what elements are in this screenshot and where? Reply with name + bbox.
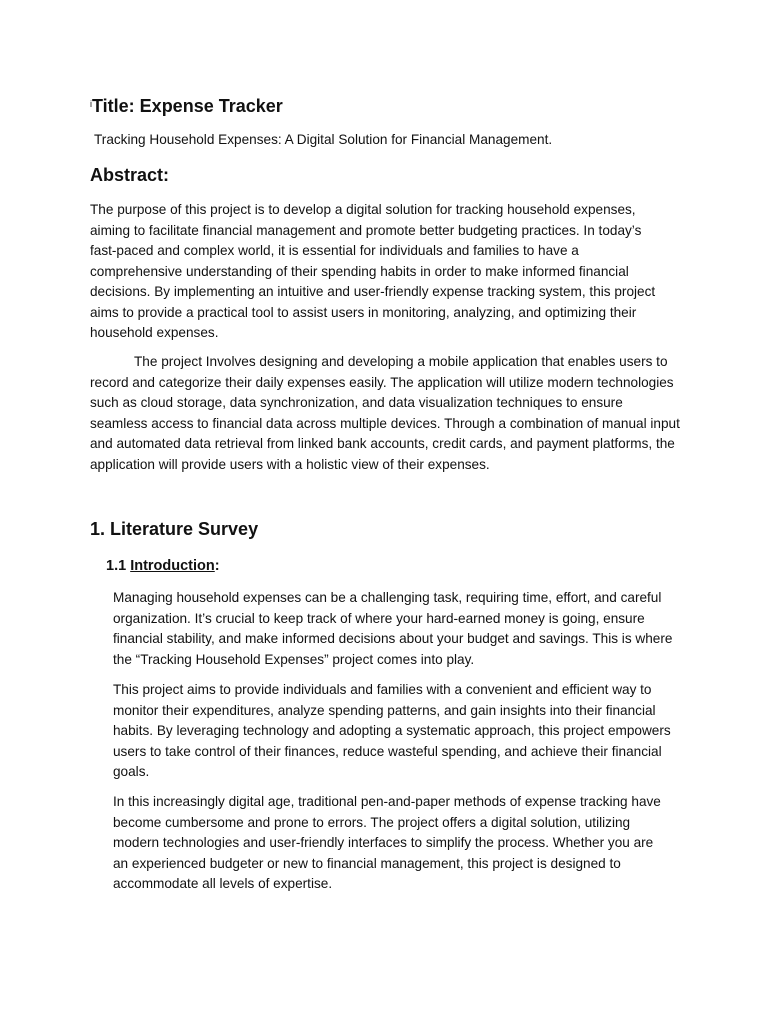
subsection-number: 1.1 [106,558,131,574]
subsection-heading-introduction [106,556,220,576]
title-footnote-marker: i [90,99,92,109]
intro-paragraph-2: This project aims to provide individuals and families with a convenient and efficient way to monitor their expenditures, analyze spending patterns, and gain insights into their financial habits. By leveraging technology and adopting a systematic approach, this project empowers users to take control of their finances, reduce wasteful spending, and achieve their financial goals. [113,682,671,779]
document-subtitle: Tracking Household Expenses: A Digital Solution for Financial Management. [94,132,553,147]
abstract-paragraph-2: The project Involves designing and developing a mobile application that enables users to record and categorize their daily expenses easily. The application will utilize modern technologies such as cloud storage, data synchronization, and data visualization techniques to ensure seamless access to financial data across multiple devices. Through a combination of manual input and automated data retrieval from linked bank accounts, credit cards, and payment platforms, the application will provide users with a holistic view of their expenses. [90,354,680,472]
document-title [90,95,283,117]
subsection-colon: : [214,558,220,574]
section-heading-literature-survey: 1. Literature Survey [90,519,259,539]
intro-paragraph-1: Managing household expenses can be a challenging task, requiring time, effort, and careful organization. It’s crucial to keep track of where your hard-earned money is going, ensure financial stability, and make informed decisions about your budget and savings. This is where the “Tracking Household Expenses” project comes into play. [113,590,673,667]
abstract-heading: Abstract: [90,165,170,185]
intro-paragraph-3: In this increasingly digital age, traditional pen-and-paper methods of expense tracking have become cumbersome and prone to errors. The project offers a digital solution, utilizing modern technologies and user-friendly interfaces to simplify the process. Whether you are an experienced budgeter or new to financial management, this project is designed to accommodate all levels of expertise. [113,794,661,891]
subsection-title: Introduction [130,558,215,574]
title-text: Title: Expense Tracker [92,96,283,116]
abstract-paragraph-1: The purpose of this project is to develop a digital solution for tracking household expenses, aiming to facilitate financial management and promote better budgeting practices. In today’s fast-paced and complex world, it is essential for individuals and families to have a comprehensive understanding of their spending habits in order to make informed financial decisions. By implementing an intuitive and user-friendly expense tracking system, this project aims to provide a practical tool to assist users in monitoring, analyzing, and optimizing their household expenses. [90,202,656,340]
